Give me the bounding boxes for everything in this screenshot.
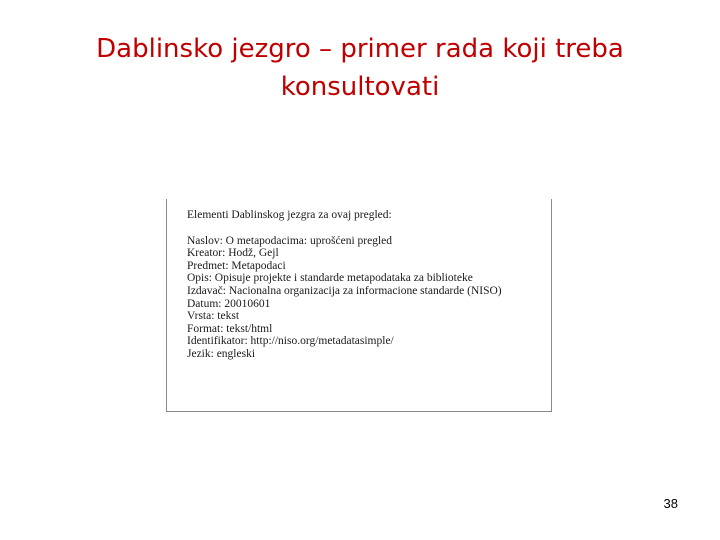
document-line-type: Vrsta: tekst [187,310,240,323]
slide-title: Dablinsko jezgro – primer rada koji treba konsultovati [96,34,624,102]
page-number: 38 [663,496,678,511]
document-line-description: Opis: Opisuje projekte i standarde metapodataka za biblioteke [187,272,473,285]
document-line-language: Jezik: engleski [187,347,256,360]
scanned-document-image [166,199,552,412]
document-line-creator: Kreator: Hodž, Gejl [187,247,279,260]
document-line-identifier: Identifikator: http://niso.org/metadatasimple/ [187,335,394,348]
document-line-date: Datum: 20010601 [187,297,271,310]
document-line-publisher: Izdavač: Nacionalna organizacija za informacione standarde (NISO) [187,284,502,297]
document-line-format: Format: tekst/html [187,322,273,335]
document-line-title: Naslov: O metapodacima: uprošćeni pregled [187,234,393,247]
document-text [187,209,502,361]
document-heading: Elementi Dablinskog jezgra za ovaj pregled: [187,209,392,221]
document-line-subject: Predmet: Metapodaci [187,259,286,272]
